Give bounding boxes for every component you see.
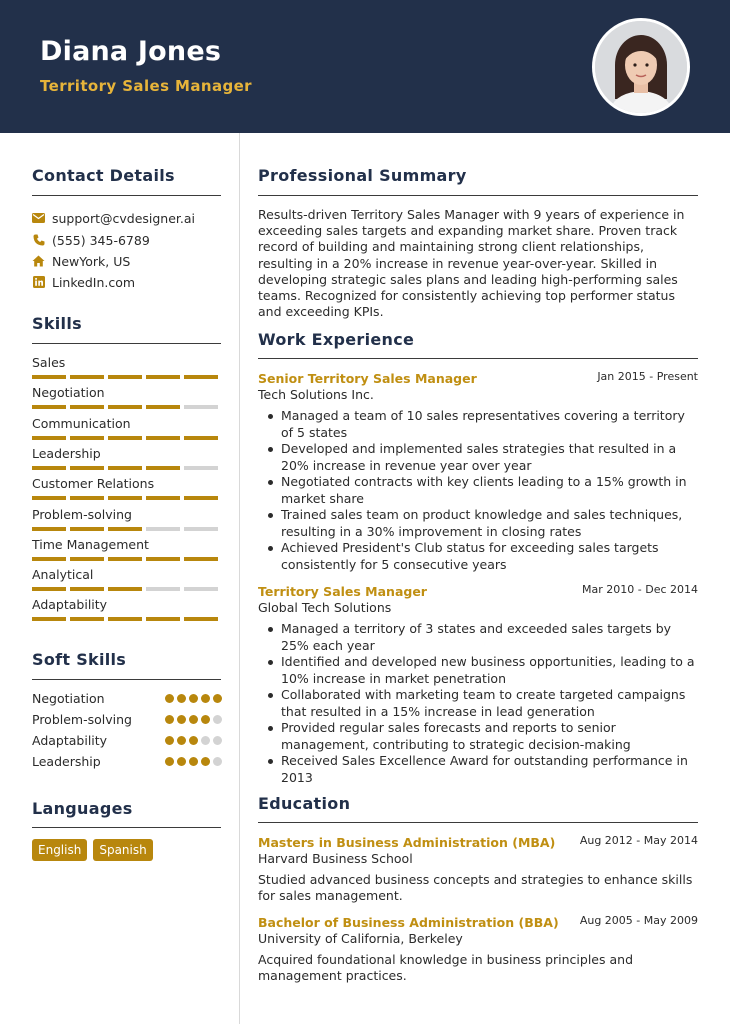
rating-dot [213, 715, 222, 724]
skill-level-segment [70, 587, 104, 591]
contact-phone[interactable] [32, 230, 222, 250]
skill-item [32, 355, 220, 379]
skill-item [32, 567, 220, 591]
skill-level-segment [108, 405, 142, 409]
skill-level-segment [146, 405, 180, 409]
skill-level-segment [108, 375, 142, 379]
rating-dot [201, 694, 210, 703]
skill-level-segment [146, 587, 180, 591]
education-section-rule [258, 822, 698, 823]
summary-section-title: Professional Summary [258, 166, 467, 185]
rating-dot [201, 757, 210, 766]
skill-level-segment [70, 496, 104, 500]
rating-dot [177, 715, 186, 724]
skill-name: Sales [32, 355, 66, 370]
skill-name: Adaptability [32, 597, 108, 613]
contact-location [32, 251, 222, 271]
rating-dot [165, 757, 174, 766]
skill-level-segment [32, 587, 66, 591]
soft-skill-name: Leadership [32, 754, 101, 770]
rating-dot [165, 715, 174, 724]
skill-level-segment [32, 436, 66, 440]
skill-level-segment [146, 496, 180, 500]
skill-level-segment [184, 527, 218, 531]
contact-linkedin[interactable] [32, 272, 222, 292]
rating-dot [177, 736, 186, 745]
language-badge: Spanish [93, 839, 152, 861]
skill-item [32, 597, 220, 621]
soft-skill-rating [165, 715, 222, 724]
skill-level-segment [108, 587, 142, 591]
skill-level-segment [32, 557, 66, 561]
skill-level-segment [146, 557, 180, 561]
phone-icon [32, 234, 45, 247]
skill-level-segment [32, 375, 66, 379]
skill-level-segment [184, 496, 218, 500]
contact-section-title: Contact Details [32, 166, 175, 185]
job-date: Jan 2015 - Present [597, 370, 698, 383]
soft-skill-name: Adaptability [32, 733, 108, 749]
skill-level-segment [70, 405, 104, 409]
job-bullet: Managed a team of 10 sales representatives covering a territory of 5 states [264, 408, 700, 441]
skill-level-bar [32, 405, 220, 409]
candidate-role: Territory Sales Manager [40, 77, 252, 95]
skill-level-segment [184, 617, 218, 621]
degree-title: Masters in Business Administration (MBA) [258, 835, 556, 850]
rating-dot [177, 757, 186, 766]
summary-text: Results-driven Territory Sales Manager with 9 years of experience in exceeding sales targets and expanding market share. Proven track record of building and maintaining strong client relationships, resulting in a 20% increase in revenue year-over-year. Skilled in developing strategic sales plans and leading high-performing sales teams. Recognized for consistently achieving top performer status and exceeding KPIs. [258, 207, 685, 320]
skill-level-segment [108, 466, 142, 470]
soft-skills-section-title: Soft Skills [32, 650, 127, 669]
skill-level-segment [32, 496, 66, 500]
rating-dot [201, 736, 210, 745]
skill-level-segment [32, 527, 66, 531]
profile-photo [592, 18, 690, 116]
skill-level-segment [146, 466, 180, 470]
candidate-name: Diana Jones [40, 36, 222, 67]
skill-name: Communication [32, 415, 131, 431]
skills-section-rule [32, 343, 221, 344]
rating-dot [189, 694, 198, 703]
soft-skill-name: Negotiation [32, 690, 105, 706]
skill-item [32, 385, 220, 409]
skill-level-segment [70, 557, 104, 561]
job-date: Mar 2010 - Dec 2014 [582, 583, 698, 596]
skill-level-segment [108, 557, 142, 561]
skill-level-segment [32, 617, 66, 621]
soft-skill-rating [165, 757, 222, 766]
contact-section-rule [32, 195, 221, 196]
skill-level-bar [32, 557, 220, 561]
skill-level-segment [108, 527, 142, 531]
skill-level-bar [32, 436, 220, 440]
home-icon [32, 255, 45, 268]
skill-level-segment [184, 557, 218, 561]
soft-skill-item [32, 710, 222, 728]
skill-name: Problem-solving [32, 506, 132, 522]
job-bullets [264, 408, 700, 573]
skill-name: Leadership [32, 445, 101, 461]
skill-level-segment [184, 466, 218, 470]
rating-dot [189, 757, 198, 766]
job-bullet: Identified and developed new business opportunities, leading to a 10% increase in market penetration [264, 654, 700, 687]
envelope-icon [32, 212, 45, 225]
skill-level-segment [146, 617, 180, 621]
skills-section-title: Skills [32, 314, 82, 333]
school-name: University of California, Berkeley [258, 931, 463, 946]
job-bullet: Provided regular sales forecasts and reports to senior management, contributing to strategic decision-making [264, 720, 700, 753]
rating-dot [201, 715, 210, 724]
job-bullet: Achieved President's Club status for exceeding sales targets consistently for 5 consecutive years [264, 540, 700, 573]
column-divider [239, 133, 240, 1024]
rating-dot [213, 736, 222, 745]
job-title: Senior Territory Sales Manager [258, 371, 477, 386]
skill-name: Customer Relations [32, 476, 155, 492]
skill-level-segment [70, 617, 104, 621]
skill-level-segment [184, 587, 218, 591]
languages-list [32, 839, 153, 861]
language-badge: English [32, 839, 87, 861]
job-title: Territory Sales Manager [258, 584, 427, 599]
linkedin-icon [32, 276, 45, 289]
soft-skill-item [32, 753, 222, 771]
soft-skill-rating [165, 736, 222, 745]
summary-section-rule [258, 195, 698, 196]
rating-dot [189, 736, 198, 745]
soft-skill-item [32, 689, 222, 707]
job-company: Global Tech Solutions [258, 600, 392, 615]
skill-level-segment [70, 436, 104, 440]
skill-level-segment [70, 466, 104, 470]
job-bullet: Developed and implemented sales strategies that resulted in a 20% increase in revenue year over year [264, 441, 700, 474]
languages-section-title: Languages [32, 799, 133, 818]
job-bullet: Collaborated with marketing team to create targeted campaigns that resulted in a 15% increase in lead generation [264, 687, 700, 720]
skill-level-segment [108, 617, 142, 621]
skill-level-bar [32, 496, 220, 500]
rating-dot [165, 736, 174, 745]
degree-date: Aug 2005 - May 2009 [579, 914, 698, 927]
soft-skills-section-rule [32, 679, 221, 680]
school-name: Harvard Business School [258, 851, 413, 866]
job-bullet: Trained sales team on product knowledge and sales techniques, resulting in a 30% improvement in closing rates [264, 507, 700, 540]
skill-level-segment [32, 405, 66, 409]
job-bullet: Managed a territory of 3 states and exceeded sales targets by 25% each year [264, 621, 700, 654]
education-section-title: Education [258, 794, 351, 813]
skill-level-bar [32, 617, 220, 621]
skill-item [32, 507, 220, 531]
degree-description: Studied advanced business concepts and strategies to enhance skills for sales management. [258, 872, 693, 904]
skill-item [32, 416, 220, 440]
skill-name: Analytical [32, 567, 94, 583]
job-bullets [264, 621, 700, 786]
skill-level-segment [70, 527, 104, 531]
degree-description: Acquired foundational knowledge in business principles and management practices. [258, 952, 633, 984]
soft-skill-rating [165, 694, 222, 703]
skill-level-segment [184, 375, 218, 379]
contact-email-text: support@cvdesigner.ai [52, 210, 196, 226]
skill-level-bar [32, 375, 220, 379]
contact-location-text: NewYork, US [52, 253, 131, 269]
skill-level-segment [184, 436, 218, 440]
job-bullet: Received Sales Excellence Award for outstanding performance in 2013 [264, 753, 700, 786]
rating-dot [189, 715, 198, 724]
job-bullet: Negotiated contracts with key clients leading to a 15% growth in market share [264, 474, 700, 507]
degree-date: Aug 2012 - May 2014 [579, 834, 698, 847]
languages-section-rule [32, 827, 221, 828]
degree-title: Bachelor of Business Administration (BBA) [258, 915, 559, 930]
contact-linkedin-text: LinkedIn.com [52, 274, 136, 290]
job-company: Tech Solutions Inc. [258, 387, 374, 402]
skill-level-segment [184, 405, 218, 409]
rating-dot [213, 757, 222, 766]
skill-name: Time Management [32, 536, 149, 552]
soft-skill-item [32, 732, 222, 750]
rating-dot [165, 694, 174, 703]
skill-item [32, 446, 220, 470]
skill-level-bar [32, 466, 220, 470]
skill-level-bar [32, 587, 220, 591]
skill-name: Negotiation [32, 385, 105, 401]
rating-dot [213, 694, 222, 703]
experience-section-rule [258, 358, 698, 359]
skill-item [32, 476, 220, 500]
portrait-image [595, 21, 687, 113]
skill-level-segment [108, 496, 142, 500]
skill-level-segment [108, 436, 142, 440]
skill-level-segment [32, 466, 66, 470]
header-banner [0, 0, 730, 133]
skill-level-segment [146, 375, 180, 379]
soft-skill-name: Problem-solving [32, 711, 132, 727]
contact-email[interactable] [32, 208, 222, 228]
skill-level-segment [146, 436, 180, 440]
skill-level-bar [32, 527, 220, 531]
experience-section-title: Work Experience [258, 330, 415, 349]
contact-phone-text: (555) 345-6789 [52, 232, 150, 248]
skill-level-segment [70, 375, 104, 379]
skill-level-segment [146, 527, 180, 531]
rating-dot [177, 694, 186, 703]
skill-item [32, 537, 220, 561]
